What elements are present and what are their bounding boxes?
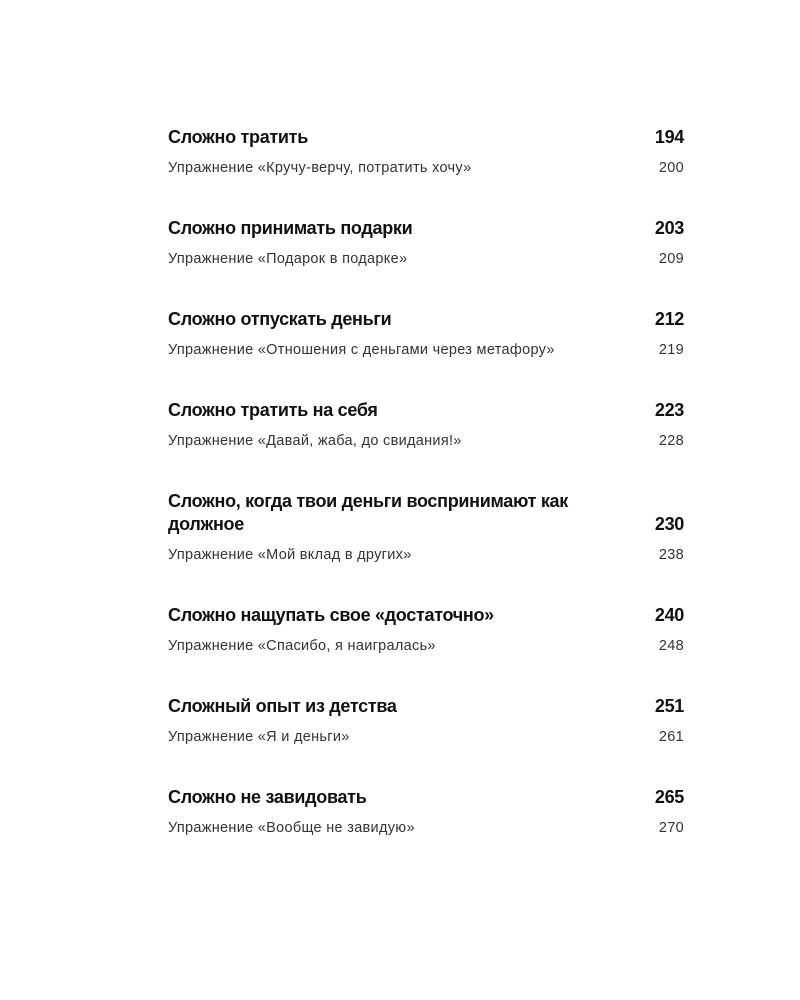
exercise-row[interactable] xyxy=(168,340,684,360)
exercise-row[interactable] xyxy=(168,545,684,565)
exercise-row[interactable] xyxy=(168,158,684,178)
exercise-row[interactable] xyxy=(168,249,684,269)
chapter-row[interactable] xyxy=(168,217,684,240)
exercise-title: Упражнение «Я и деньги» xyxy=(168,729,350,745)
chapter-page-number: 212 xyxy=(654,309,684,329)
toc-section xyxy=(168,399,684,451)
chapter-row[interactable] xyxy=(168,126,684,149)
toc-section xyxy=(168,126,684,178)
exercise-page-number: 248 xyxy=(658,638,684,654)
chapter-title: Сложно отпускать деньги xyxy=(168,309,392,329)
exercise-page-number: 261 xyxy=(658,729,684,745)
chapter-title: Сложно принимать подарки xyxy=(168,218,413,238)
exercise-row[interactable] xyxy=(168,727,684,747)
exercise-row[interactable] xyxy=(168,636,684,656)
chapter-title: Сложно тратить xyxy=(168,127,308,147)
chapter-page-number: 265 xyxy=(654,787,684,807)
chapter-row[interactable] xyxy=(168,695,684,718)
exercise-page-number: 238 xyxy=(658,547,684,563)
toc-section xyxy=(168,217,684,269)
chapter-row[interactable] xyxy=(168,604,684,627)
toc-section xyxy=(168,308,684,360)
chapter-page-number: 194 xyxy=(654,127,684,147)
exercise-title: Упражнение «Спасибо, я наигралась» xyxy=(168,638,436,654)
chapter-title: Сложно не завидовать xyxy=(168,787,367,807)
exercise-page-number: 228 xyxy=(658,433,684,449)
chapter-title: Сложный опыт из детства xyxy=(168,696,397,716)
chapter-page-number: 223 xyxy=(654,400,684,420)
toc-section xyxy=(168,604,684,656)
exercise-row[interactable] xyxy=(168,431,684,451)
exercise-page-number: 200 xyxy=(658,160,684,176)
exercise-page-number: 219 xyxy=(658,342,684,358)
chapter-title: Сложно, когда твои деньги воспринимают как должное xyxy=(168,491,568,534)
exercise-title: Упражнение «Подарок в подарке» xyxy=(168,251,408,267)
exercise-title: Упражнение «Давай, жаба, до свидания!» xyxy=(168,433,462,449)
toc-section xyxy=(168,695,684,747)
chapter-row[interactable] xyxy=(168,786,684,809)
chapter-title: Сложно тратить на себя xyxy=(168,400,378,420)
chapter-row[interactable] xyxy=(168,308,684,331)
chapter-row[interactable] xyxy=(168,399,684,422)
chapter-page-number: 251 xyxy=(654,696,684,716)
table-of-contents xyxy=(168,126,684,838)
exercise-title: Упражнение «Вообще не завидую» xyxy=(168,820,415,836)
chapter-title: Сложно нащупать свое «достаточно» xyxy=(168,605,494,625)
toc-section xyxy=(168,786,684,838)
exercise-page-number: 270 xyxy=(658,820,684,836)
chapter-page-number: 240 xyxy=(654,605,684,625)
exercise-row[interactable] xyxy=(168,818,684,838)
toc-section xyxy=(168,490,684,565)
chapter-row[interactable] xyxy=(168,490,684,536)
chapter-page-number: 203 xyxy=(654,218,684,238)
chapter-page-number: 230 xyxy=(654,514,684,534)
exercise-page-number: 209 xyxy=(658,251,684,267)
exercise-title: Упражнение «Кручу-верчу, потратить хочу» xyxy=(168,160,472,176)
exercise-title: Упражнение «Мой вклад в других» xyxy=(168,547,412,563)
exercise-title: Упражнение «Отношения с деньгами через метафору» xyxy=(168,342,555,358)
